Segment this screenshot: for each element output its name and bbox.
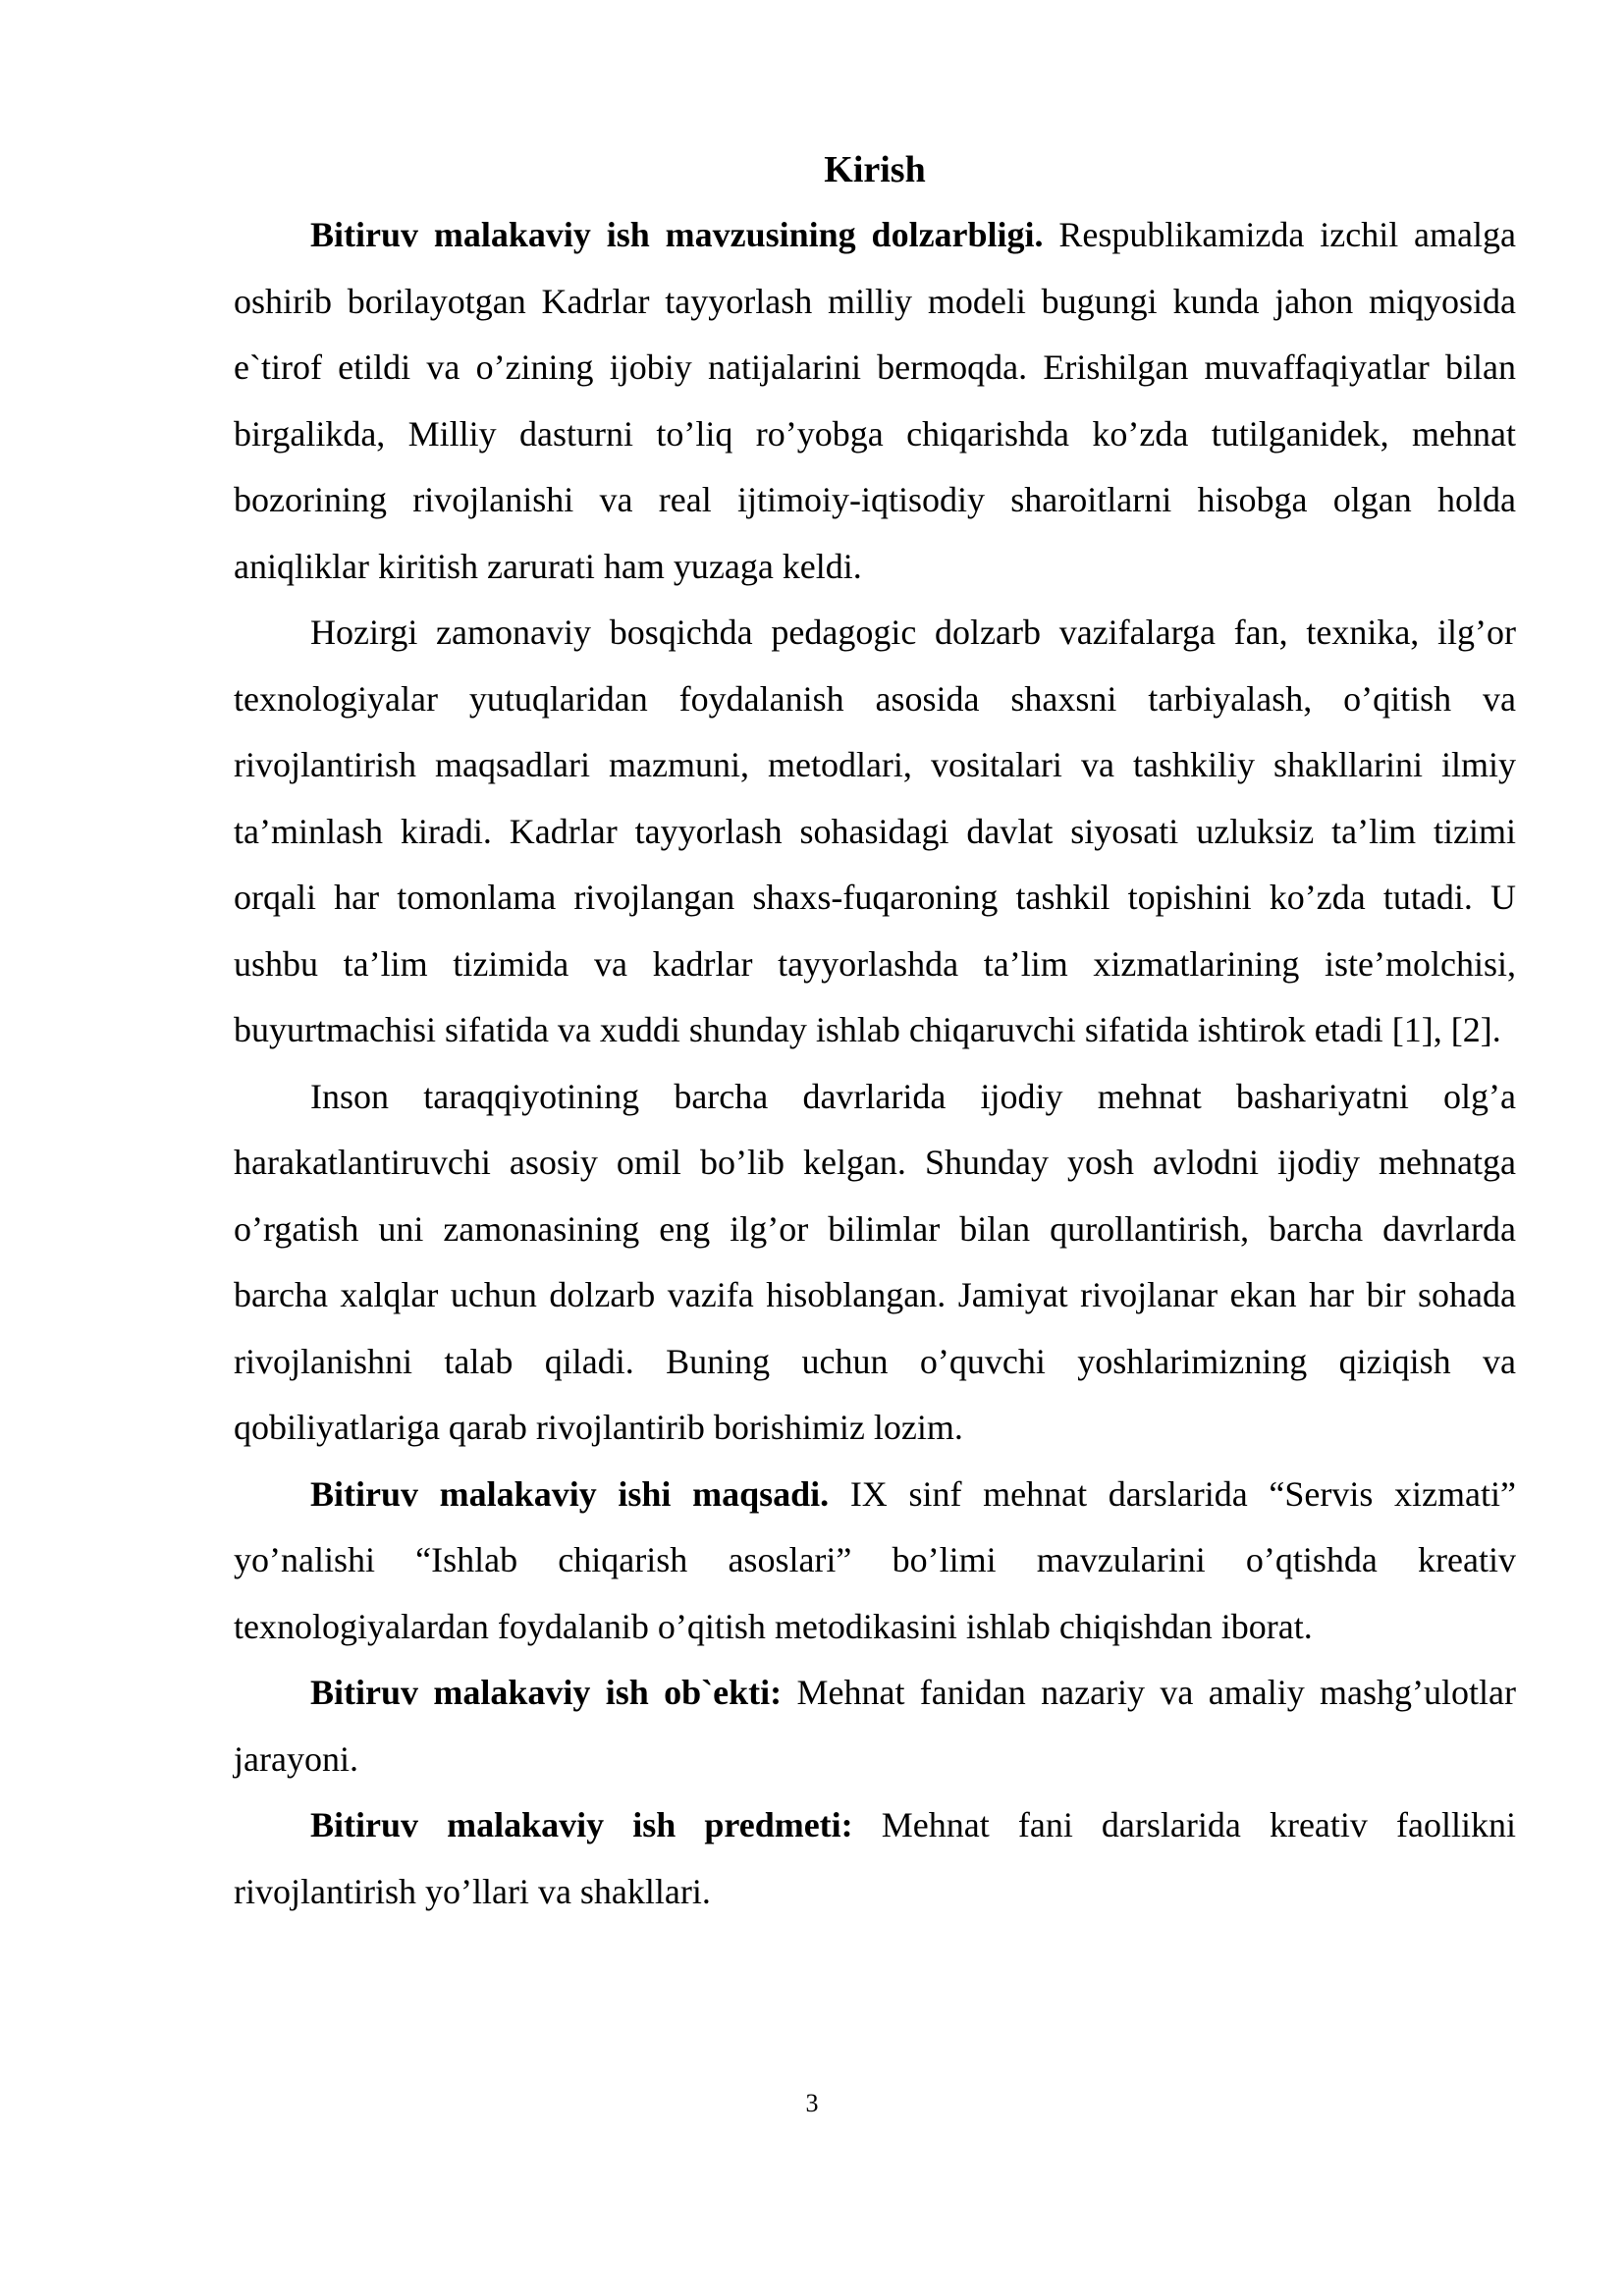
paragraph-subject [234, 1792, 1516, 1925]
paragraph-text: Mehnat fani darslarida kreativ faollikni rivojlantirish yo’llari va shakllari. [234, 1805, 1516, 1911]
paragraph-lead: Bitiruv malakaviy ishi maqsadi. [310, 1473, 830, 1514]
paragraph-text: Hozirgi zamonaviy bosqichda pedagogic dolzarb vazifalarga fan, texnika, ilg’or texnologiyalar yutuqlaridan foydalanish asosida shaxsni tarbiyalash, o’qitish va rivojlantirish maqsadlari mazmuni, metodlari, vositalari va tashkiliy shakllarini ilmiy ta’minlash kiradi. Kadrlar tayyorlash sohasidagi davlat siyosati uzluksiz ta’lim tizimi orqali har tomonlama rivojlangan shaxs-fuqaroning tashkil topishini ko’zda tutadi. U ushbu ta’lim tizimida va kadrlar tayyorlashda ta’lim xizmatlarining iste’molchisi, buyurtmachisi sifatida va xuddi shunday ishlab chiqaruvchi sifatida ishtirok etadi [1], [2]. [234, 613, 1516, 1049]
paragraph-text: Inson taraqqiyotining barcha davrlarida ijodiy mehnat bashariyatni olg’a harakatlantiruvchi asosiy omil bo’lib kelgan. Shunday yosh avlodni ijodiy mehnatga o’rgatish uni zamonasining eng ilg’or bilimlar bilan qurollantirish, barcha davrlarda barcha xalqlar uchun dolzarb vazifa hisoblangan. Jamiyat rivojlanar ekan har bir sohada rivojlanishni talab qiladi. Buning uchun o’quvchi yoshlarimizning qiziqish va qobiliyatlariga qarab rivojlantirib borishimiz lozim. [234, 1076, 1516, 1447]
paragraph-relevance [234, 202, 1516, 600]
paragraph-modern-stage [234, 600, 1516, 1064]
paragraph-goal [234, 1462, 1516, 1661]
paragraph-object [234, 1660, 1516, 1792]
paragraph-text: Mehnat fanidan nazariy va amaliy mashg’ulotlar jarayoni. [234, 1673, 1517, 1779]
paragraph-lead: Bitiruv malakaviy ish mavzusining dolzarbligi. [310, 215, 1044, 254]
paragraph-text: Respublikamizda izchil amalga oshirib borilayotgan Kadrlar tayyorlash milliy modeli bugungi kunda jahon miqyosida e`tirof etildi va o’zining ijobiy natijalarini bermoqda. Erishilgan muvaffaqiyatlar bilan birgalikda, Milliy dasturni to’liq ro’yobga chiqarishda ko’zda tutilganidek, mehnat bozorining rivojlanishi va real ijtimoiy-iqtisodiy sharoitlarni hisobga olgan holda aniqliklar kiritish zarurati ham yuzaga keldi. [234, 215, 1516, 586]
paragraph-text: IX sinf mehnat darslarida “Servis xizmati” yo’nalishi “Ishlab chiqarish asoslari” bo’limi mavzularini o’qtishda kreativ texnologiyalardan foydalanib o’qitish metodikasini ishlab chiqishdan iborat. [234, 1473, 1516, 1646]
document-page [234, 145, 1516, 1925]
section-title: Kirish [824, 149, 926, 190]
page-number: 3 [805, 2089, 819, 2117]
paragraph-human-development [234, 1064, 1516, 1462]
paragraph-lead: Bitiruv malakaviy ish ob`ekti: [310, 1673, 783, 1712]
paragraph-lead: Bitiruv malakaviy ish predmeti: [310, 1805, 853, 1844]
